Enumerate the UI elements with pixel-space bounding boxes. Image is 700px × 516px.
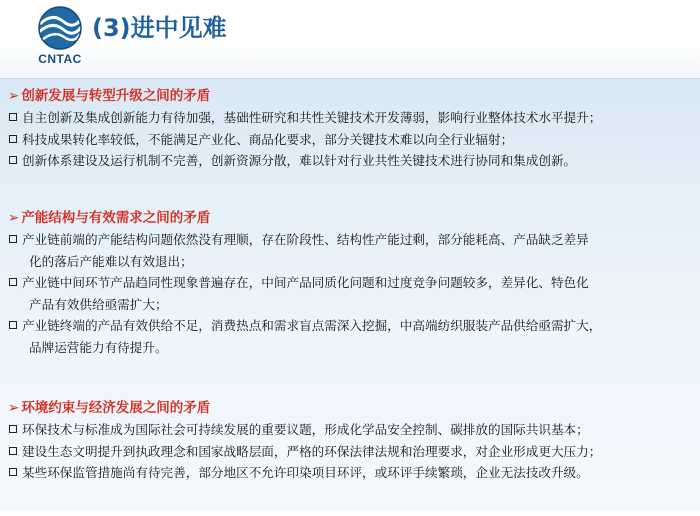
item-line: 科技成果转化率较低，不能满足产业化、商品化要求，部分关键技术难以向全行业辐射； [22,131,514,147]
list-item [8,272,692,315]
square-bullet-icon [9,156,17,164]
item-line: 建设生态文明提升到执政理念和国家战略层面，严格的环保法律法规和治理要求，对企业形成更大压力； [22,443,602,459]
section-capacity [8,207,692,359]
square-bullet-icon [9,278,17,286]
square-bullet-icon [9,425,17,433]
square-bullet-icon [9,468,17,476]
cntac-logo-icon [30,4,90,54]
page-title: (3)进中见难 [92,14,227,42]
list-item [8,129,692,151]
slide-content [0,78,700,511]
item-line: 品牌运营能力有待提升。 [29,339,168,355]
arrow-bullet-icon: ➢ [8,210,20,226]
item-line: 产业链终端的产品有效供给不足，消费热点和需求盲点需深入挖掘，中高端纺织服装产品供给亟需扩大， [22,318,602,334]
item-line: 化的落后产能难以有效退出； [29,253,193,269]
item-line: 产品有效供给亟需扩大； [29,296,168,312]
section-title [8,397,692,419]
list-item [8,462,692,484]
list-item [8,229,692,272]
item-line: 创新体系建设及运行机制不完善，创新资源分散，难以针对行业共性关键技术进行协同和集成创新。 [22,153,577,169]
slide-header [0,0,700,78]
section-title [8,207,692,229]
section-innovation [8,85,692,172]
section-title-text: 创新发展与转型升级之间的矛盾 [21,88,211,104]
square-bullet-icon [9,135,17,143]
square-bullet-icon [9,113,17,121]
item-line: 环保技术与标准成为国际社会可持续发展的重要议题，形成化学品安全控制、碳排放的国际共识基本； [22,422,589,437]
logo-text: CNTAC [38,52,82,66]
item-line: 产业链前端的产能结构问题依然没有理顺，存在阶段性、结构性产能过剩，部分能耗高、产品缺乏差异 [22,232,589,247]
list-item [8,107,692,129]
square-bullet-icon [9,447,17,455]
item-line: 自主创新及集成创新能力有待加强，基础性研究和共性关键技术开发薄弱，影响行业整体技术水平提升； [22,110,602,125]
item-line: 某些环保监管措施尚有待完善，部分地区不允许印染项目环评，或环评手续繁琐，企业无法技改升级。 [22,465,589,481]
item-line: 产业链中间环节产品趋同性现象普遍存在，中间产品同质化问题和过度竞争问题较多，差异化、特色化 [22,275,589,291]
list-item [8,150,692,172]
arrow-bullet-icon: ➢ [8,400,20,416]
section-environment [8,397,692,484]
arrow-bullet-icon: ➢ [8,88,20,104]
section-title-text: 环境约束与经济发展之间的矛盾 [21,400,211,416]
section-title [8,85,692,107]
square-bullet-icon [9,235,17,243]
list-item [8,419,692,441]
cntac-logo [30,4,90,70]
square-bullet-icon [9,321,17,329]
list-item [8,315,692,358]
section-title-text: 产能结构与有效需求之间的矛盾 [21,210,211,226]
list-item [8,441,692,463]
